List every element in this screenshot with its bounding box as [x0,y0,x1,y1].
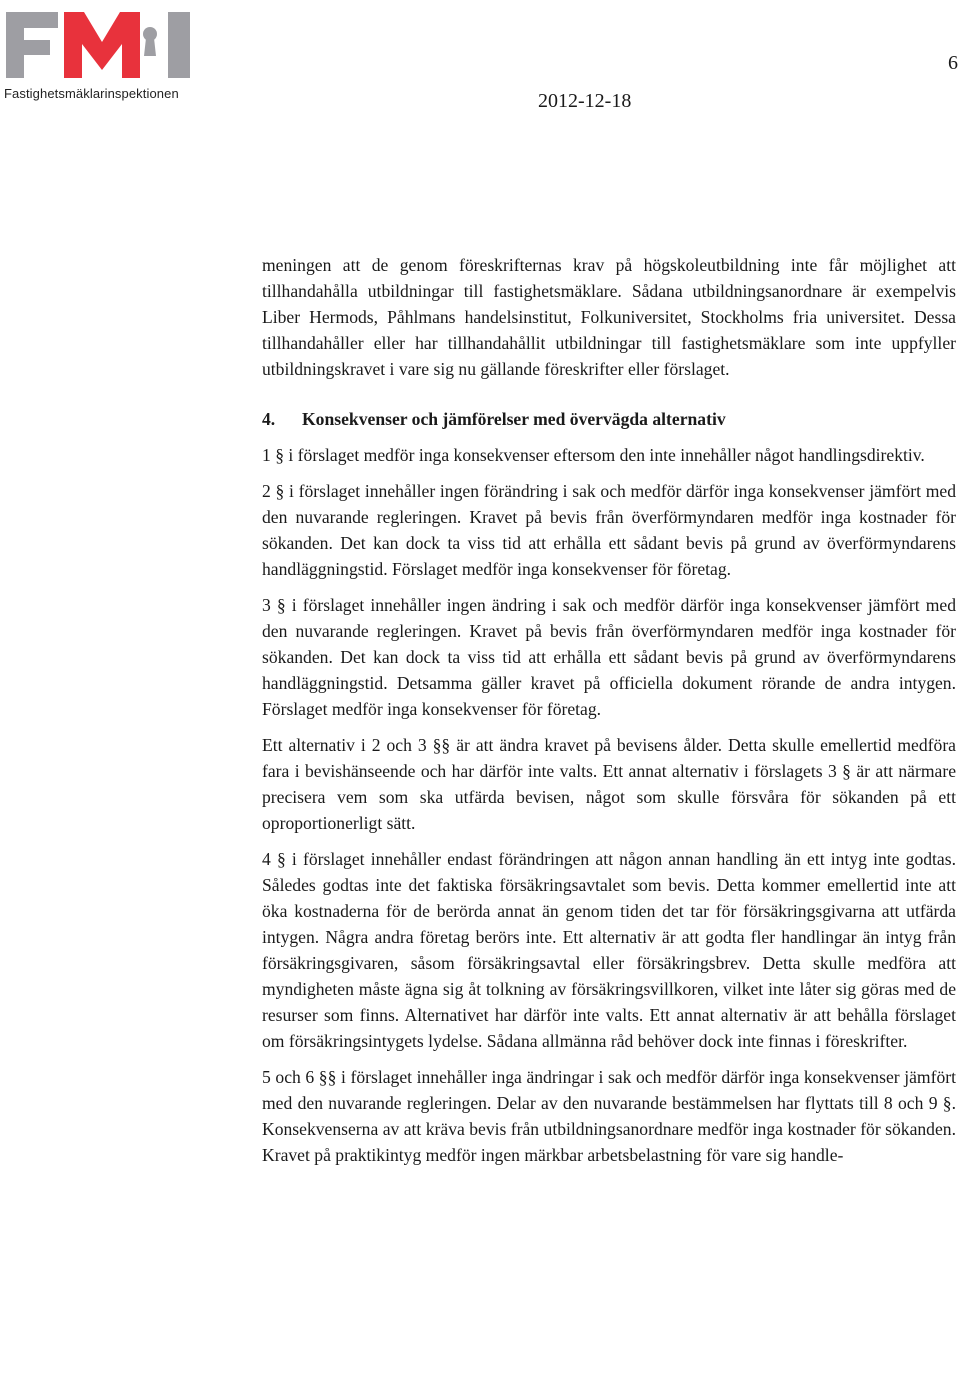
paragraph-4: 4 § i förslaget innehåller endast förändringen att någon annan handling än ett intyg inte godtas. Således godtas inte det faktiska försäkringsavtalet som bevis. Detta kommer emellertid inte att öka kostnaderna för de berörda annat än genom tiden det tar för försäkringsgivarna att utfärda intygen. Några andra företag berörs inte. Ett alternativ är att godta fler handlingar än intyg från försäkringsgivaren, såsom försäkringsavtal eller försäkringsbrev. Detta skulle medföra att myndigheten måste ägna sig åt tolkning av försäkringsvillkoren, vilket inte låter sig göras med de resurser som finns. Alternativet har därför inte valts. Ett annat alternativ är att behålla förslaget om försäkringsintygets lydelse. Sådana allmänna råd behöver dock inte finnas i föreskrifter. [262,849,956,1051]
paragraph-3: 3 § i förslaget innehåller ingen ändring i sak och medför därför inga konsekvenser jämfört med den nuvarande regleringen. Kravet på bevis från överförmyndaren medför inga kostnader för sökanden. Det kan dock ta viss tid att erhålla ett sådant bevis på grund av överförmyndarens handläggningstid. Detsamma gäller kravet på officiella dokument rörande de andra intygen. Förslaget medför inga konsekvenser för företag. [262,595,956,719]
page-number: 6 [948,52,958,74]
paragraph-5-6: 5 och 6 §§ i förslaget innehåller inga ändringar i sak och medför därför inga konsekvenser jämfört med den nuvarande regleringen. Delar av den nuvarande bestämmelsen har flyttats till 8 och 9 §. Konsekvenserna av att kräva bevis från utbildningsanordnare medför inga kostnader för sökanden. Kravet på praktikintyg medför ingen märkbar arbetsbelastning för vare sig handle- [262,1067,956,1165]
section-heading [262,406,956,432]
section-number: 4. [262,409,276,429]
intro-paragraph: meningen att de genom föreskrifternas krav på högskoleutbildning inte får möjlighet att tillhandahålla utbildningar till fastighetsmäklare. Sådana utbildningsanordnare är exempelvis Liber Hermods, Påhlmans handelsinstitut, Folkuniversitet, Stockholms fria universitet. Dessa tillhandahåller eller har tillhandahållit utbildningar till fastighetsmäklare som inte uppfyller utbildningskravet i vare sig nu gällande föreskrifter eller förslaget. [262,255,956,379]
fmi-logo [4,8,200,101]
fmi-logo-mark [4,8,200,82]
section-title: Konsekvenser och jämförelser med övervägda alternativ [302,409,726,429]
paragraph-alternatives: Ett alternativ i 2 och 3 §§ är att ändra kravet på bevisens ålder. Detta skulle emellertid medföra fara i bevishänseende och har därför inte valts. Ett annat alternativ i förslagets 3 § är att närmare precisera vem som ska utfärda bevisen, något som skulle försvåra för sökanden på ett oproportionerligt sätt. [262,735,956,833]
paragraph-2: 2 § i förslaget innehåller ingen förändring i sak och medför därför inga konsekvenser jämfört med den nuvarande regleringen. Kravet på bevis från överförmyndaren medför inga kostnader för sökanden. Det kan dock ta viss tid att erhålla ett sådant bevis på grund av överförmyndarens handläggningstid. Förslaget medför inga konsekvenser för företag. [262,481,956,579]
paragraph-1: 1 § i förslaget medför inga konsekvenser eftersom den inte innehåller något handlingsdirektiv. [262,445,925,465]
document-date: 2012-12-18 [538,90,632,112]
document-body [262,252,956,1178]
logo-wordmark: Fastighetsmäklarinspektionen [4,86,179,101]
